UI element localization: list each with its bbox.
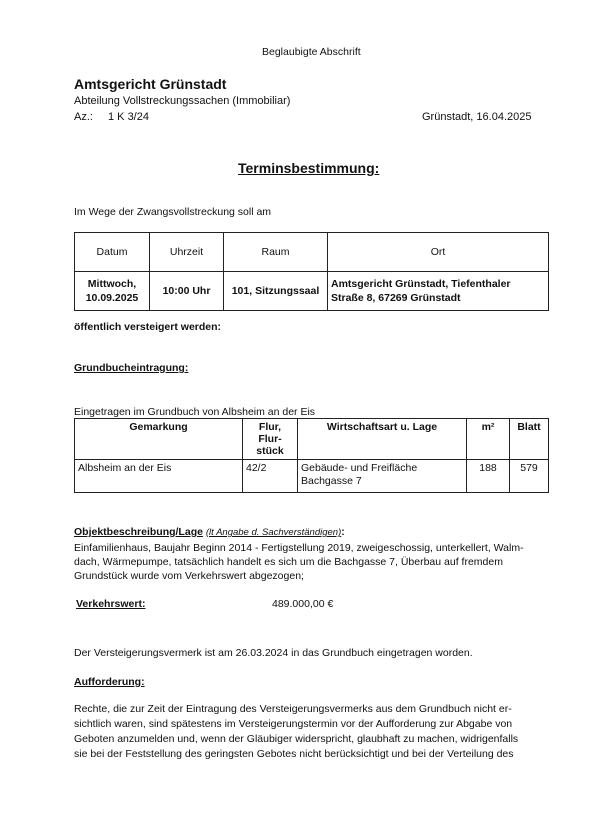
- object-line-1: Einfamilienhaus, Baujahr Beginn 2014 - Fertigstellung 2019, zweigeschossig, unterkellert, Walm-: [74, 542, 524, 554]
- header-flur-line2: stück: [256, 445, 284, 457]
- file-label: Az.:: [74, 111, 93, 123]
- schedule-date: [75, 272, 150, 311]
- header-flur-line1: Flur, Flur-: [258, 421, 282, 445]
- header-flur: [243, 419, 298, 460]
- court-department: Abteilung Vollstreckungssachen (Immobiliar): [74, 95, 291, 107]
- cell-gemarkung: Albsheim an der Eis: [75, 460, 243, 493]
- market-value-amount: 489.000,00 €: [272, 598, 334, 610]
- market-value-label: Verkehrswert:: [76, 598, 146, 610]
- certified-copy-note: Beglaubigte Abschrift: [262, 46, 361, 58]
- demand-line-1: Rechte, die zur Zeit der Eintragung des Versteigerungsvermerks aus dem Grundbuch nicht er-: [74, 703, 512, 715]
- object-heading-note: (lt Angabe d. Sachverständigen): [205, 527, 342, 538]
- land-register-intro: Eingetragen im Grundbuch von Albsheim an der Eis: [74, 406, 316, 418]
- demand-line-2: sichtlich waren, sind spätestens im Versteigerungstermin vor der Aufforderung zur Abgabe von: [74, 718, 513, 730]
- land-register-header-row: [75, 419, 549, 460]
- object-heading-line: [74, 526, 345, 539]
- schedule-place-line1: Amtsgericht Grünstadt, Tiefenthaler: [331, 278, 511, 290]
- cell-m2: 188: [467, 460, 510, 493]
- schedule-header-row: [75, 233, 549, 272]
- object-heading-suffix: :: [341, 526, 345, 538]
- auction-text: öffentlich versteigert werden:: [74, 321, 222, 333]
- cell-flur: 42/2: [243, 460, 298, 493]
- demand-line-4: sie bei der Feststellung des geringsten Gebotes nicht berücksichtigt und bei der Verteilung des: [74, 748, 514, 760]
- land-register-row: [75, 460, 549, 493]
- land-register-heading: Grundbucheintragung:: [74, 362, 189, 374]
- header-blatt: Blatt: [510, 419, 549, 460]
- schedule-table: [74, 232, 549, 311]
- cell-wirtschaftsart-line2: Bachgasse 7: [301, 475, 362, 487]
- schedule-row: [75, 272, 549, 311]
- cell-blatt: 579: [510, 460, 549, 493]
- land-register-table: [74, 418, 549, 493]
- header-gemarkung: Gemarkung: [75, 419, 243, 460]
- schedule-date-weekday: Mittwoch,: [87, 278, 137, 290]
- document-title: Terminsbestimmung:: [238, 160, 380, 176]
- schedule-place-line2: Straße 8, 67269 Grünstadt: [331, 292, 461, 304]
- schedule-header-room: Raum: [224, 233, 328, 272]
- register-note: Der Versteigerungsvermerk ist am 26.03.2024 in das Grundbuch eingetragen worden.: [74, 647, 473, 659]
- schedule-header-time: Uhrzeit: [150, 233, 224, 272]
- schedule-place: [328, 272, 549, 311]
- schedule-date-value: 10.09.2025: [85, 292, 139, 304]
- court-name: Amtsgericht Grünstadt: [74, 76, 227, 92]
- schedule-room: 101, Sitzungssaal: [224, 272, 328, 311]
- demand-line-3: Geboten anzumelden und, wenn der Gläubiger widerspricht, glaubhaft zu machen, widrigenfalls: [74, 733, 519, 745]
- cell-wirtschaftsart: [298, 460, 467, 493]
- place-date: Grünstadt, 16.04.2025: [422, 111, 532, 123]
- header-wirtschaftsart: Wirtschaftsart u. Lage: [298, 419, 467, 460]
- object-line-2: dach, Wärmepumpe, tatsächlich handelt es sich um die Bachgasse 7, Überbau auf fremdem: [74, 556, 503, 568]
- file-number: 1 K 3/24: [108, 111, 149, 123]
- object-line-3: Grundstück wurde vom Verkehrswert abgezogen;: [74, 570, 304, 582]
- schedule-time: 10:00 Uhr: [150, 272, 224, 311]
- demand-heading: Aufforderung:: [74, 676, 145, 688]
- object-heading: Objektbeschreibung/Lage: [74, 526, 203, 538]
- cell-wirtschaftsart-line1: Gebäude- und Freifläche: [301, 462, 418, 474]
- schedule-header-date: Datum: [75, 233, 150, 272]
- schedule-header-place: Ort: [328, 233, 549, 272]
- header-m2: m²: [467, 419, 510, 460]
- intro-text: Im Wege der Zwangsvollstreckung soll am: [74, 206, 272, 218]
